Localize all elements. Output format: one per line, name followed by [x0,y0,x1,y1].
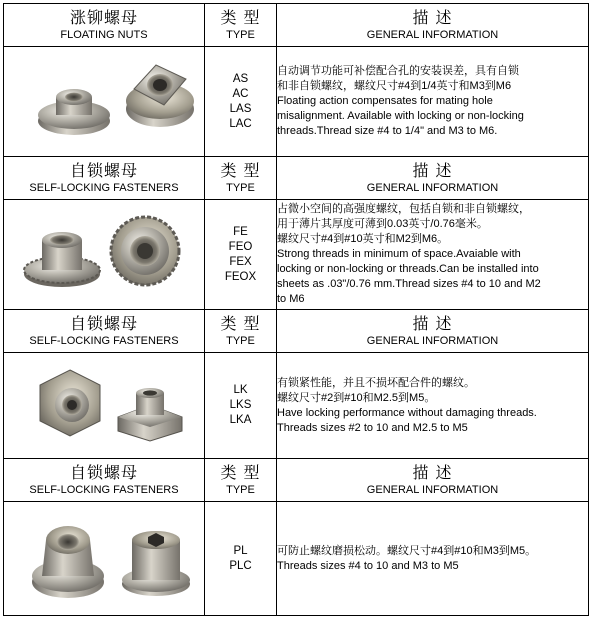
description-cell [277,47,589,157]
fastener-catalog-table [3,3,589,616]
floating-nut-photo-cell [4,47,205,157]
description-title-zh: 描 述 [412,161,453,180]
flanged-nut-side-image [118,522,194,602]
category-header-cell [4,157,205,200]
description-line: 和非自锁螺纹，螺纹尺寸#4到1/4英寸和M3到M6 [277,80,512,92]
description-header-cell [277,459,589,502]
description-line: to M6 [277,293,305,305]
type-title-en: TYPE [226,335,255,347]
floating-nut-round-image [34,77,114,141]
description-title-zh: 描 述 [412,463,453,482]
description-title-en: GENERAL INFORMATION [366,484,499,496]
category-title-en: SELF-LOCKING FASTENERS [29,335,179,347]
description-line: 自动调节功能可补偿配合孔的安装误差，具有自锁 [277,65,519,77]
type-header-cell [205,459,277,502]
description-header-cell [277,4,589,47]
category-title-en: SELF-LOCKING FASTENERS [29,484,179,496]
description-line: Floating action compensates for mating hole [277,95,493,107]
type-header-cell [205,310,277,353]
knurled-nut-side-image [20,222,104,292]
self-locking-lk-photo-cell [4,353,205,459]
type-code: PL [233,544,248,557]
description-title-en: GENERAL INFORMATION [366,335,499,347]
description-line: 螺纹尺寸#4到#10英寸和M2到M6。 [277,233,449,245]
section-header-floating-nuts [4,4,589,47]
floating-nut-square-image [120,55,198,135]
type-code: AC [232,87,249,100]
section-header-self-locking-pl [4,459,589,502]
description-title-en: GENERAL INFORMATION [366,29,499,41]
section-header-self-locking-fe [4,157,589,200]
type-code: AS [232,72,249,85]
description-line: misalignment. Available with locking or non-locking [277,110,524,122]
section-header-self-locking-lk [4,310,589,353]
description-header-cell [277,310,589,353]
section-body-self-locking-lk [4,353,589,459]
category-title-zh: 自锁螺母 [69,161,138,180]
description-line: 占微小空间的高强度螺纹，包括自锁和非自锁螺纹， [277,203,530,215]
type-title-zh: 类 型 [220,314,261,333]
type-code: LAS [229,102,252,115]
type-title-zh: 类 型 [220,8,261,27]
category-title-en: SELF-LOCKING FASTENERS [29,182,179,194]
description-line: 螺纹尺寸#2到#10和M2.5到M5。 [277,391,436,404]
type-title-en: TYPE [226,29,255,41]
flanged-nut-top-image [28,518,108,602]
type-code: LAC [229,117,252,130]
category-title-zh: 自锁螺母 [69,463,138,482]
category-header-cell [4,4,205,47]
self-locking-pl-photo-cell [4,502,205,616]
section-body-self-locking-pl [4,502,589,616]
type-code: LK [233,384,248,396]
category-header-cell [4,310,205,353]
type-codes-cell [205,200,277,310]
type-title-zh: 类 型 [220,463,261,482]
description-title-zh: 描 述 [412,8,453,27]
type-codes-cell [205,502,277,616]
hex-nut-top-image [34,367,106,439]
section-body-floating-nuts [4,47,589,157]
type-code: FEO [228,240,253,253]
type-code: FEOX [224,270,257,283]
description-line: 可防止螺纹磨损松动。螺纹尺寸#4到#10和M3到M5。 [277,544,537,557]
type-title-zh: 类 型 [220,161,261,180]
category-header-cell [4,459,205,502]
type-header-cell [205,157,277,200]
description-line: Threads sizes #4 to 10 and M3 to M5 [277,559,459,572]
description-cell [277,353,589,459]
category-title-en: FLOATING NUTS [60,29,148,41]
description-cell [277,502,589,616]
type-title-en: TYPE [226,484,255,496]
hex-nut-side-image [112,387,188,443]
type-code: LKS [229,399,252,411]
type-codes-cell [205,47,277,157]
description-title-zh: 描 述 [412,314,453,333]
description-line: 有锁紧性能，并且不损坏配合件的螺纹。 [277,376,475,389]
description-line: Threads sizes #2 to 10 and M2.5 to M5 [277,421,468,434]
description-header-cell [277,157,589,200]
type-header-cell [205,4,277,47]
category-title-zh: 自锁螺母 [69,314,138,333]
description-cell [277,200,589,310]
description-title-en: GENERAL INFORMATION [366,182,499,194]
description-line: 用于薄片其厚度可薄到0.03英寸/0.76毫米。 [277,218,488,230]
type-code: FEX [229,255,252,268]
description-line: Strong threads in minimum of space.Avaiable with [277,248,521,260]
knurled-nut-top-image [108,214,182,288]
section-body-self-locking-fe [4,200,589,310]
type-code: PLC [229,559,252,572]
description-line: locking or non-locking or threads.Can be installed into [277,263,539,275]
type-code: FE [233,225,248,238]
type-code: LKA [229,414,252,426]
type-codes-cell [205,353,277,459]
description-line: Have locking performance without damaging threads. [277,406,537,419]
self-locking-fe-photo-cell [4,200,205,310]
type-title-en: TYPE [226,182,255,194]
description-line: sheets as .03"/0.76 mm.Thread sizes #4 to 10 and M2 [277,278,541,290]
description-line: threads.Thread size #4 to 1/4" and M3 to M6. [277,125,498,137]
category-title-zh: 涨铆螺母 [69,8,138,27]
